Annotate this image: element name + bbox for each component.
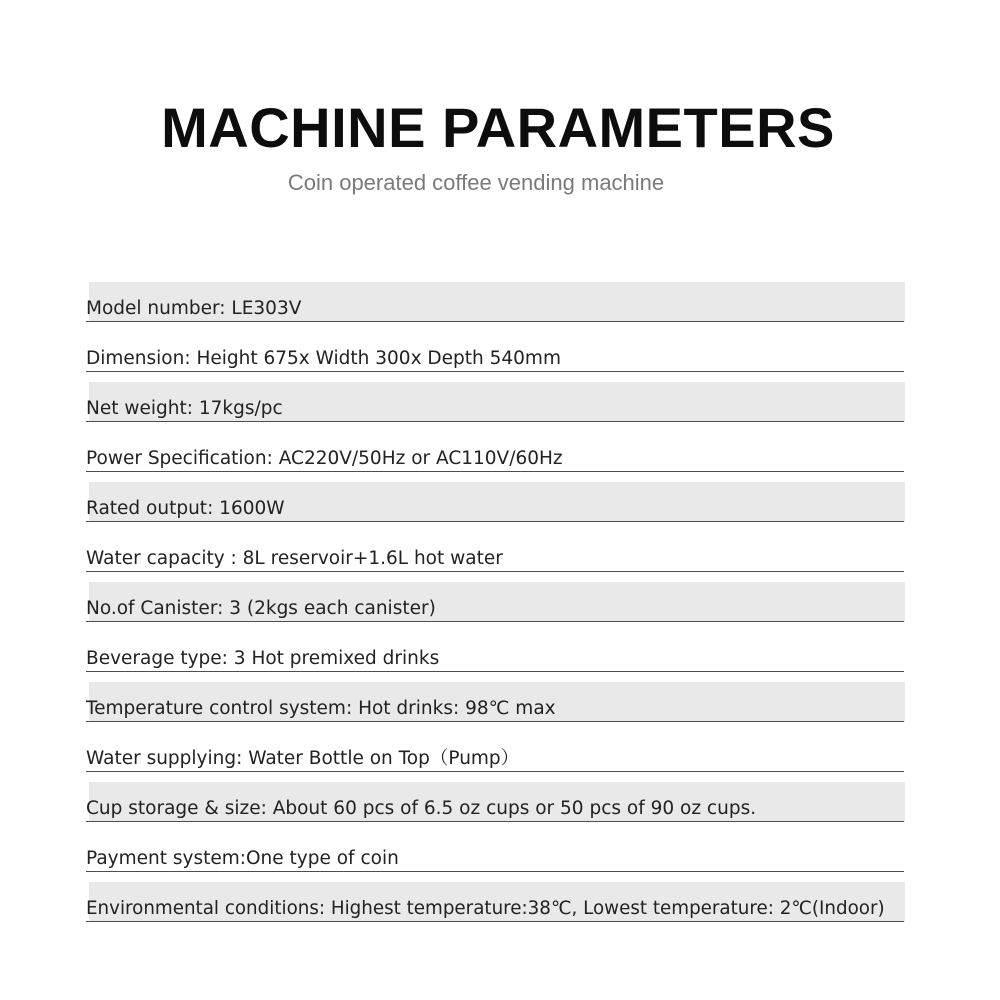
parameter-row-model-number [0,282,1000,332]
parameter-text: Rated output: 1600W [86,498,285,519]
row-divider [86,321,904,322]
row-divider [86,521,904,522]
row-divider [86,621,904,622]
parameter-text: Net weight: 17kgs/pc [86,398,283,419]
row-divider [86,571,904,572]
parameter-row-beverage-type [0,632,1000,682]
parameter-row-water-capacity [0,532,1000,582]
page-title: MACHINE PARAMETERS [161,96,835,159]
parameter-text: Power Specification: AC220V/50Hz or AC110V/60Hz [86,448,563,469]
parameter-row-net-weight [0,382,1000,432]
parameter-row-canister [0,582,1000,632]
row-divider [86,721,904,722]
parameter-text: Water capacity : 8L reservoir+1.6L hot water [86,548,503,569]
parameter-row-water-supplying [0,732,1000,782]
parameter-text: Dimension: Height 675x Width 300x Depth 540mm [86,348,561,369]
parameter-row-payment-system [0,832,1000,882]
parameter-row-dimension [0,332,1000,382]
parameter-text: Water supplying: Water Bottle on Top（Pump） [86,748,520,769]
row-divider [86,371,904,372]
parameter-row-power-specification [0,432,1000,482]
parameter-text: Temperature control system: Hot drinks: 98℃ max [86,698,556,719]
parameter-row-cup-storage [0,782,1000,832]
row-divider [86,871,904,872]
parameter-text: Beverage type: 3 Hot premixed drinks [86,648,440,669]
row-divider [86,821,904,822]
parameter-text: No.of Canister: 3 (2kgs each canister) [86,598,436,619]
parameter-row-environmental-conditions [0,882,1000,932]
parameter-text: Payment system:One type of coin [86,848,399,869]
parameter-row-rated-output [0,482,1000,532]
row-divider [86,771,904,772]
parameters-list [0,282,1000,932]
parameter-text: Cup storage & size: About 60 pcs of 6.5 oz cups or 50 pcs of 90 oz cups. [86,798,757,819]
parameter-text: Environmental conditions: Highest temperature:38℃, Lowest temperature: 2℃(Indoor) [86,898,885,919]
page-subtitle: Coin operated coffee vending machine [287,170,665,195]
parameter-text: Model number: LE303V [86,298,302,319]
row-divider [86,921,904,922]
row-divider [86,421,904,422]
row-divider [86,671,904,672]
row-divider [86,471,904,472]
parameter-row-temperature-control [0,682,1000,732]
